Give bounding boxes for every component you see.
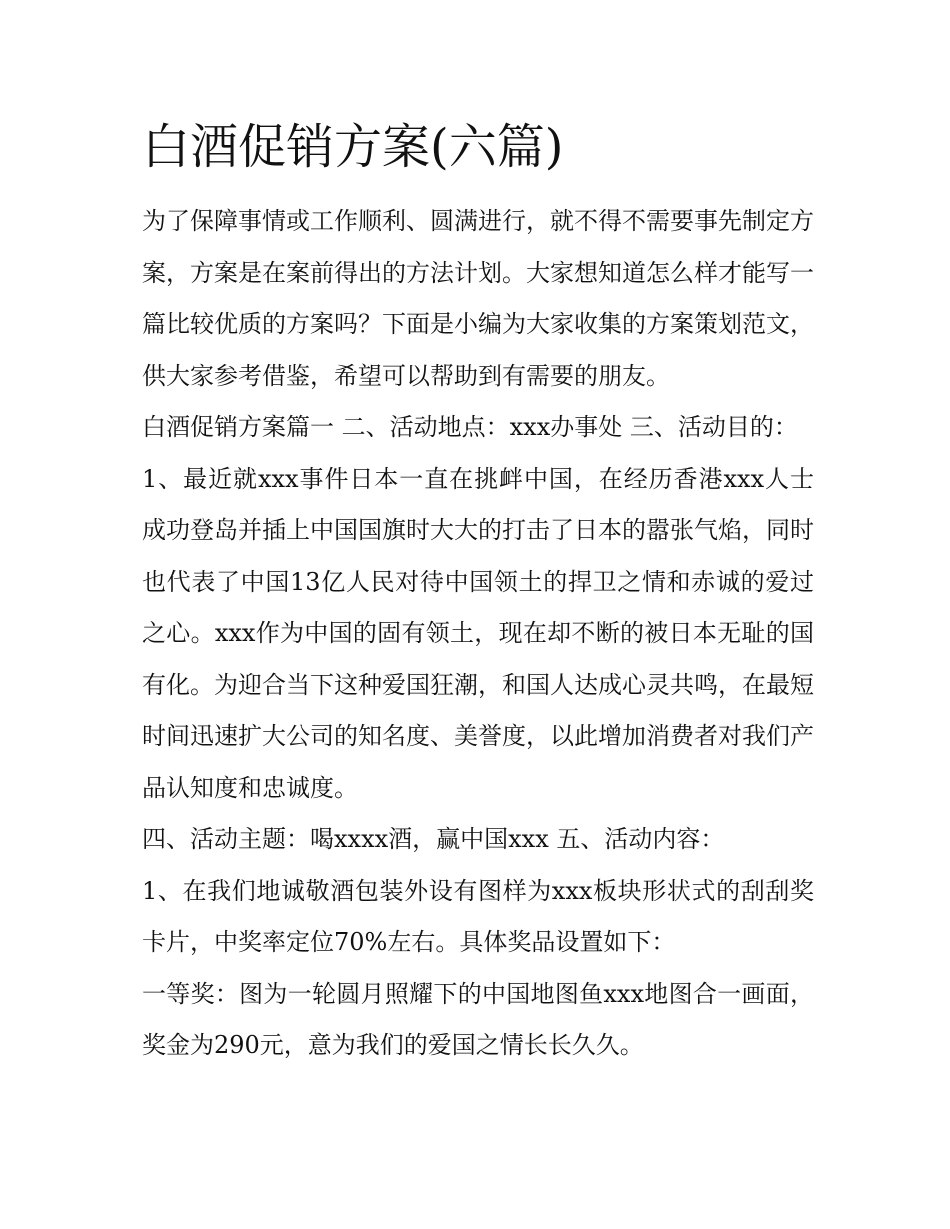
first-prize-paragraph: 一等奖：图为一轮圆月照耀下的中国地图鱼xxx地图合一画面，奖金为290元，意为我们的爱国之情长长久久。 (142, 979, 814, 1059)
section-paragraph-location-purpose: 白酒促销方案篇一 二、活动地点：xxx办事处 三、活动目的： (142, 413, 798, 441)
intro-paragraph: 为了保障事情或工作顺利、圆满进行，就不得不需要事先制定方案，方案是在案前得出的方法计划。大家想知道怎么样才能写一篇比较优质的方案吗？下面是小编为大家收集的方案策划范文，供大家参考借鉴，希望可以帮助到有需要的朋友。 (142, 207, 814, 390)
purpose-point-1-paragraph: 1、最近就xxx事件日本一直在挑衅中国，在经历香港xxx人士成功登岛并插上中国国旗时大大的打击了日本的嚣张气焰，同时也代表了中国13亿人民对待中国领土的捍卫之情和赤诚的爱过之心。xxx作为中国的固有领土，现在却不断的被日本无耻的国有化。为迎合当下这种爱国狂潮，和国人达成心灵共鸣，在最短时间迅速扩大公司的知名度、美誉度，以此增加消费者对我们产品认知度和忠诚度。 (142, 464, 814, 802)
section-paragraph-theme-content: 四、活动主题：喝xxxx酒，赢中国xxx 五、活动内容： (142, 825, 725, 853)
document-body (142, 196, 814, 1072)
content-point-1-paragraph: 1、在我们地诚敬酒包装外设有图样为xxx板块形状式的刮刮奖卡片，中奖率定位70%左右。具体奖品设置如下： (142, 876, 814, 956)
document-title: 白酒促销方案(六篇) (142, 119, 564, 175)
